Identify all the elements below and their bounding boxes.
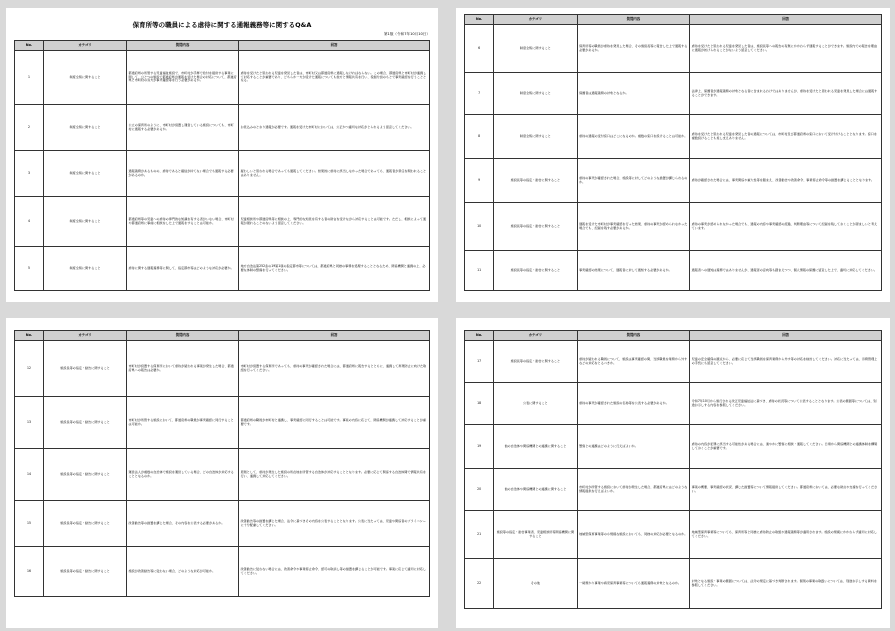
row-no: 19 (465, 425, 494, 469)
row-question: 運営法人が複数の自治体で施設を運営している場合、どの自治体が対応することとなるのか。 (127, 449, 239, 501)
row-category: その他 (494, 559, 577, 609)
row-no: 6 (465, 25, 494, 73)
row-question: 一時預かり事業や病児保育事業等についても通報義務の対象となるのか。 (577, 559, 690, 609)
row-question: 市町村が所管する施設において虐待が発生した場合、都道府県にはどのような情報提供を行えばよいか。 (577, 469, 690, 511)
row-question: 公立の保育所のように、市町村が設置し運営している施設についても、市町村に通報する必要があるか。 (127, 105, 239, 151)
header-question: 質問内容 (577, 15, 690, 25)
row-category: 施設長等の指定・勧告に関すること (494, 251, 577, 291)
table-row (465, 73, 882, 115)
table-row (465, 341, 882, 383)
row-question: 通報義務があるものの、虐待であると確信が持てない場合でも通報する必要があるのか。 (127, 151, 239, 197)
header-answer: 回答 (239, 331, 430, 341)
row-category: 施設等の指定・勧告事業者、児童相談所等関係機関に関すること (494, 511, 577, 559)
header-category: カテゴリ (494, 15, 577, 25)
table-row (15, 151, 430, 197)
document-page-4 (456, 318, 890, 628)
row-no: 4 (15, 197, 44, 247)
row-no: 12 (15, 341, 44, 397)
table-row (465, 203, 882, 251)
row-question: 虐待の事実が確認された場合、施設等に対してどのような措置が講じられるのか。 (577, 159, 690, 203)
table-row (15, 197, 430, 247)
row-no: 11 (465, 251, 494, 291)
row-category: 施設長等の指定・勧告に関すること (44, 449, 127, 501)
row-no: 8 (465, 115, 494, 159)
table-row (465, 511, 882, 559)
header-answer: 回答 (239, 41, 430, 51)
row-category: 制度全般に関すること (44, 197, 127, 247)
row-answer: 事案の概要、事実確認の状況、講じた措置等について情報提供してください。都道府県においては、必要な助言や支援を行ってください。 (690, 469, 882, 511)
document-title: 保育所等の職員による虐待に関する通報義務等に関するQ&A (132, 21, 312, 29)
row-category: 施設長等の指定・勧告に関すること (44, 547, 127, 597)
row-no: 3 (15, 151, 44, 197)
row-question: 虐待の通報の受付窓口はどこになるのか。複数の窓口を設けることは可能か。 (577, 115, 690, 159)
row-answer: 虐待が確認された場合には、事実関係や重大性等を踏まえ、改善勧告や改善命令、事業停止命令等の措置を講じることとなります。 (690, 159, 882, 203)
row-no: 5 (15, 247, 44, 291)
row-answer: 児童の安全確保の観点から、必要に応じて当該職員を保育業務から外す等の対応を検討してください。対応に当たっては、労務管理上の手続にも留意してください。 (690, 341, 882, 383)
table-row (465, 559, 882, 609)
row-no: 16 (15, 547, 44, 597)
table-row (15, 247, 430, 291)
row-answer: 対象となる施設・事業の範囲については、法令の規定に基づき判断されます。個別の事業の取扱いについては、別途お示しする資料を参照してください。 (690, 559, 882, 609)
row-answer: 改善勧告に従わない場合には、改善命令や事業停止命令、認可の取消し等の措置を講じることが可能です。事案に応じて適切に対応してください。 (239, 547, 430, 597)
row-no: 17 (465, 341, 494, 383)
table-row (15, 501, 430, 547)
row-category: 他の自治体や関係機関との連携に関すること (494, 425, 577, 469)
row-question: 改善勧告等の措置を講じた場合、その内容を公表する必要があるか。 (127, 501, 239, 547)
row-category: 制度全般に関すること (494, 25, 577, 73)
row-question: 都道府県等の児童への虐待の専門的な知識を有する者がいない場合、市町村や都道府県に事前に相談をした上で通報をすることは可能か。 (127, 197, 239, 247)
row-category: 公表に関すること (494, 383, 577, 425)
row-question: 市町村が所管する施設において、都道府県の職員が事実確認に同行することは可能か。 (127, 397, 239, 449)
header-question: 質問内容 (127, 41, 239, 51)
row-answer: 法律上、保護者が通報義務の対象となる者に含まれるわけではありませんが、虐待を受けたと思われる児童を発見した場合には通報することができます。 (690, 73, 882, 115)
header-no: No. (15, 331, 44, 341)
row-category: 制度全般に関すること (494, 73, 577, 115)
row-no: 21 (465, 511, 494, 559)
table-row (465, 425, 882, 469)
header-question: 質問内容 (577, 331, 690, 341)
row-question: 都道府県の所管する児童福祉施設で、市町村が手厚で給付を提供する事業に関して、ひとつの施設で都道府県が通報を受けた場合の対応について、都道府県と市町村の双方が事実確認等を行う必要があるか。 (127, 51, 239, 105)
row-category: 施設長等の指定・勧告に関すること (44, 397, 127, 449)
table-row (15, 341, 430, 397)
row-answer: 虐待の事実が認められなかった場合でも、通報の内容や事実確認の経過、判断理由等について記録を残しておくことが望ましいと考えています。 (690, 203, 882, 251)
row-answer: お見込みのとおり通報が必要です。通報を受けた市町村においては、公正かつ適切な対応がとられるよう留意してください。 (239, 105, 430, 151)
row-question: 市町村が設置する保育所において虐待が疑われる事案が発生した場合、都道府県への報告は必要か。 (127, 341, 239, 397)
table-row (15, 105, 430, 151)
row-no: 1 (15, 51, 44, 105)
row-category: 施設長等の指定・勧告に関すること (494, 159, 577, 203)
document-version: 第1版（令和7年10月10日） (383, 32, 430, 36)
table-row (465, 251, 882, 291)
header-no: No. (15, 41, 44, 51)
row-question: 虐待の事実が確認された施設の名称等を公表する必要があるか。 (577, 383, 690, 425)
table-row (15, 397, 430, 449)
row-category: 制度全般に関すること (44, 151, 127, 197)
header-category: カテゴリ (44, 41, 127, 51)
row-no: 10 (465, 203, 494, 251)
row-category: 施設長等の指定・勧告に関すること (494, 341, 577, 383)
row-no: 15 (15, 501, 44, 547)
row-category: 制度全般に関すること (44, 105, 127, 151)
qa-table (14, 40, 430, 291)
header-no: No. (465, 15, 494, 25)
header-category: カテゴリ (494, 331, 577, 341)
row-no: 20 (465, 469, 494, 511)
row-answer: 地域型保育事業等についても、保育所等と同様に虐待防止の取組や通報義務等が適用されます。施設の規模にかかわらず適切に対応してください。 (690, 511, 882, 559)
table-row (15, 51, 430, 105)
table-row (465, 115, 882, 159)
row-no: 7 (465, 73, 494, 115)
row-no: 9 (465, 159, 494, 203)
header-question: 質問内容 (127, 331, 239, 341)
row-no: 14 (15, 449, 44, 501)
row-no: 2 (15, 105, 44, 151)
row-question: 地域型保育事業等の小規模な施設においても、同様の対応が必要となるのか。 (577, 511, 690, 559)
row-question: 警察との連携はどのように行えばよいか。 (577, 425, 690, 469)
row-no: 13 (15, 397, 44, 449)
row-answer: 市町村が設置する保育所であっても、虐待の事実が確認された場合には、都道府県に報告するとともに、連携して再発防止に向けた取組を行ってください。 (239, 341, 430, 397)
row-question: 施設が改善勧告等に従わない場合、どのような対応が可能か。 (127, 547, 239, 597)
row-no: 18 (465, 383, 494, 425)
qa-table (14, 330, 430, 597)
document-page-1 (6, 8, 438, 302)
row-answer: 改善勧告等の措置を講じた場合、法令に基づきその内容を公表することとなります。公表に当たっては、児童や関係者のプライバシーに十分配慮してください。 (239, 501, 430, 547)
row-category: 施設長等の指定・勧告に関すること (44, 501, 127, 547)
qa-table (464, 330, 882, 609)
row-answer: 疑わしいと思われる場合であっても通報してください。結果的に虐待に該当しなかった場合であっても、通報者が責任を問われることはありません。 (239, 151, 430, 197)
row-answer: 虐待を受けたと思われる児童を発見した者の通報については、市町村及び都道府県の窓口において受け付けることとなります。窓口を複数設けることも差し支えありません。 (690, 115, 882, 159)
row-category: 制度全般に関すること (44, 247, 127, 291)
row-category: 制度全般に関すること (494, 115, 577, 159)
row-question: 事実確認の結果について、通報者に対して通知する必要があるか。 (577, 251, 690, 291)
row-no: 22 (465, 559, 494, 609)
row-answer: 原則として、虐待が発生した施設の所在地を所管する自治体が対応することとなります。必要に応じて関係する自治体間で情報共有を行い、連携して対応してください。 (239, 449, 430, 501)
row-answer: 都道府県の職員が市町村と連携し、事実確認に同行することは可能です。事案の内容に応じて、関係機関が連携して対応することが重要です。 (239, 397, 430, 449)
row-answer: 児童相談所や都道府県等に相談の上、専門的な知見を有する者の助言を受けながら対応することは可能です。ただし、相談によって通報が遅れることのないよう留意してください。 (239, 197, 430, 247)
header-no: No. (465, 331, 494, 341)
row-answer: 地方自治法第252条の19第1項の指定都市等については、都道府県と同様の事務を処理することとなるため、関係機関と連携の上、必要な体制の整備を行ってください。 (239, 247, 430, 291)
row-category: 施設長等の指定・勧告に関すること (494, 203, 577, 251)
row-question: 虐待に関する通報義務等に関して、指定都市等はどのような対応が必要か。 (127, 247, 239, 291)
table-row (465, 25, 882, 73)
table-row (15, 449, 430, 501)
row-answer: 令和7年10月から施行される改正児童福祉法に基づき、虐待の状況等について公表することとなります。公表の範囲等については、別途お示しする内容を参照してください。 (690, 383, 882, 425)
header-category: カテゴリ (44, 331, 127, 341)
row-category: 制度全般に関すること (44, 51, 127, 105)
row-question: 通報を受けた市町村が事実確認を行った結果、虐待の事実が認められなかった場合でも、記録を残す必要があるか。 (577, 203, 690, 251)
row-category: 他の自治体や関係機関との連携に関すること (494, 469, 577, 511)
row-answer: 虐待を受けたと思われる児童を発見した者は、施設長等への報告の有無にかかわらず通報することができます。施設内での報告を理由に通報が妨げられることがないよう留意してください。 (690, 25, 882, 73)
table-row (465, 159, 882, 203)
row-answer: 通報者への通知は義務ではありませんが、通報者の意向等も踏まえつつ、個人情報の保護に留意した上で、適切に対応してください。 (690, 251, 882, 291)
row-answer: 虐待を受けたと思われる児童を発見した者は、市町村又は都道府県に通報しなければならない。この場合、都道府県と市町村が連携して対応することが重要であり、どちらか一方が受けた通報についても他方と情報共有を行い、役割分担のもとで事実確認を行うこととなる。 (239, 51, 430, 105)
table-row (465, 469, 882, 511)
row-category: 施設長等の指定・勧告に関すること (44, 341, 127, 397)
row-answer: 虐待の内容が犯罪に該当する可能性がある場合には、速やかに警察に相談・通報してください。日頃から関係機関との連携体制を構築しておくことが重要です。 (690, 425, 882, 469)
document-page-3 (6, 318, 438, 628)
header-answer: 回答 (690, 15, 882, 25)
row-question: 虐待が疑われる職員について、施設は事実確認の間、当該職員を業務から外すなどの対応をとるべきか。 (577, 341, 690, 383)
table-row (15, 547, 430, 597)
header-answer: 回答 (690, 331, 882, 341)
row-question: 保護者は通報義務の対象となるか。 (577, 73, 690, 115)
document-page-2 (456, 8, 890, 302)
table-row (465, 383, 882, 425)
row-question: 保育所等の職員が虐待を発見した場合、その施設長等に報告した上で通報する必要があるか。 (577, 25, 690, 73)
qa-table (464, 14, 882, 291)
